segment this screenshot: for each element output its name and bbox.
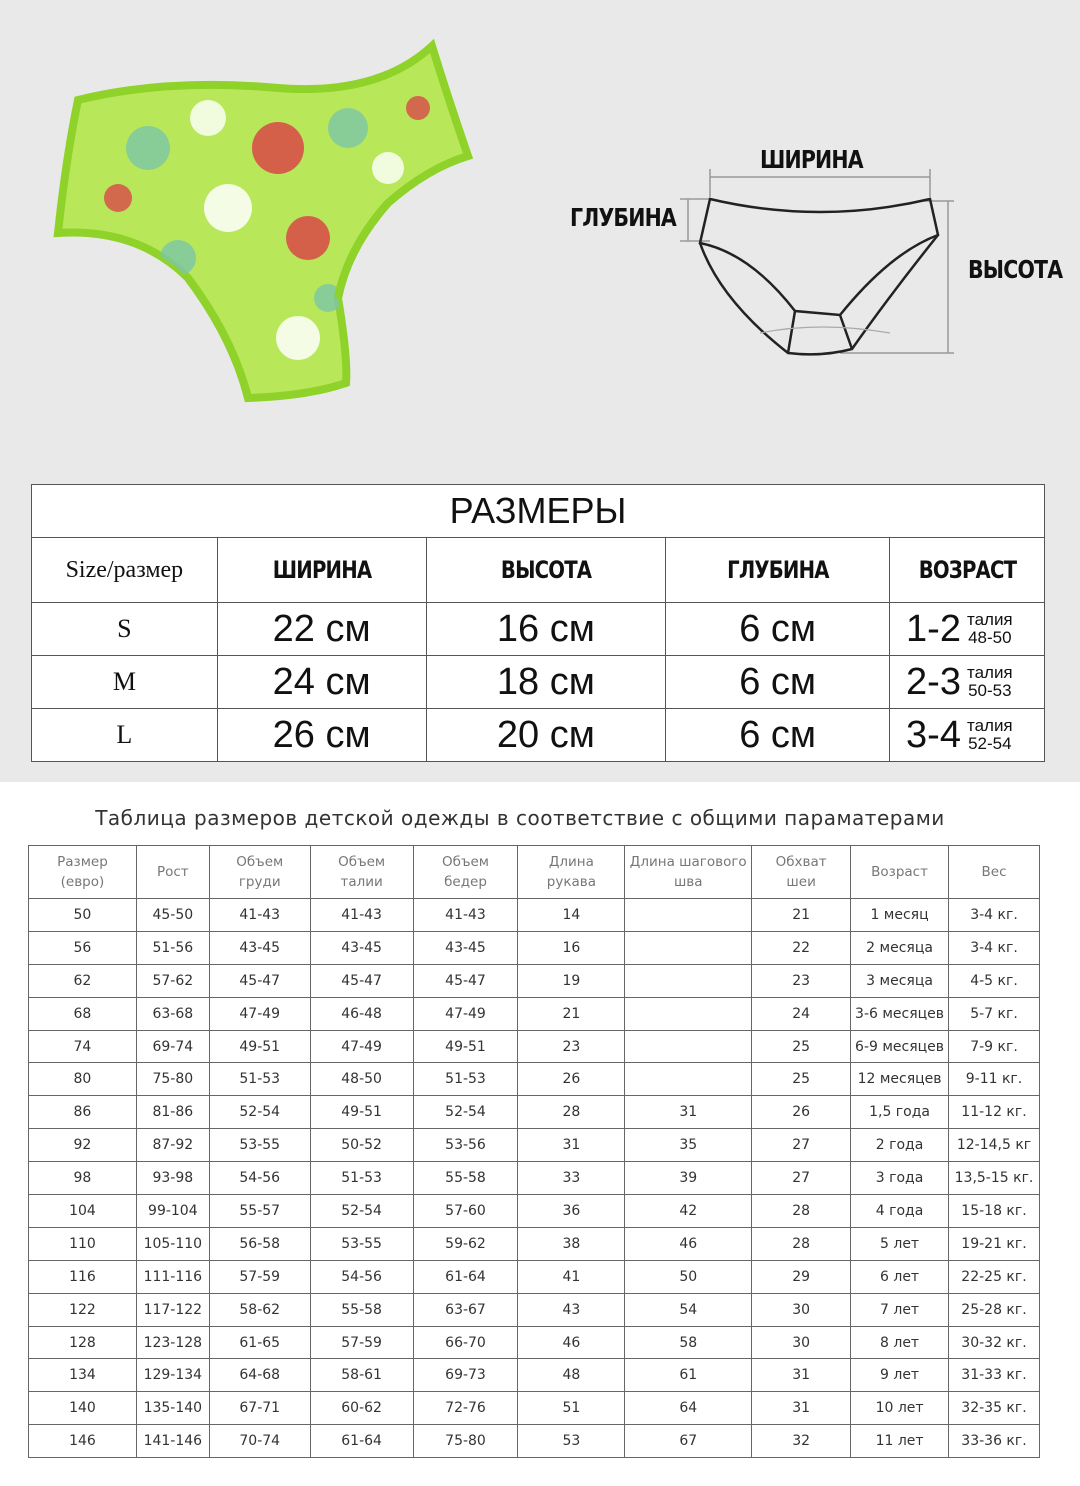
cell-chest: 52-54 [209, 1096, 310, 1129]
cell-waist: 60-62 [310, 1392, 413, 1425]
cell-size-euro: 110 [29, 1227, 137, 1260]
cell-height: 123-128 [136, 1326, 209, 1359]
cell-height: 117-122 [136, 1293, 209, 1326]
header-line: бедер [444, 874, 487, 890]
header-weight [949, 846, 1040, 899]
depth-value: 6 см [666, 656, 890, 709]
age-range: 1-2 [906, 607, 961, 650]
cell-age: 10 лет [851, 1392, 949, 1425]
general-table-title: Таблица размеров детской одежды в соответствие с общими параматерами [95, 806, 945, 830]
header-line: Возраст [871, 864, 928, 880]
header-inseam [625, 846, 752, 899]
size-row [32, 603, 1045, 656]
table-row [29, 964, 1040, 997]
table-row [29, 1326, 1040, 1359]
cell-neck: 25 [752, 1063, 851, 1096]
table-row [29, 1293, 1040, 1326]
cell-age: 6-9 месяцев [851, 1030, 949, 1063]
cell-hips: 69-73 [413, 1359, 518, 1392]
cell-chest: 55-57 [209, 1195, 310, 1228]
cell-height: 99-104 [136, 1195, 209, 1228]
cell-neck: 22 [752, 931, 851, 964]
cell-chest: 70-74 [209, 1425, 310, 1458]
cell-inseam: 61 [625, 1359, 752, 1392]
cell-chest: 64-68 [209, 1359, 310, 1392]
cell-neck: 28 [752, 1227, 851, 1260]
cell-weight: 13,5-15 кг. [949, 1162, 1040, 1195]
cell-hips: 47-49 [413, 997, 518, 1030]
cell-weight: 3-4 кг. [949, 899, 1040, 932]
cell-sleeve-length: 43 [518, 1293, 625, 1326]
age-range: 3-4 [906, 713, 961, 756]
cell-sleeve-length: 26 [518, 1063, 625, 1096]
cell-sleeve-length: 21 [518, 997, 625, 1030]
header-age [851, 846, 949, 899]
cell-age: 5 лет [851, 1227, 949, 1260]
cell-waist: 58-61 [310, 1359, 413, 1392]
header-line: шва [673, 874, 703, 890]
cell-weight: 22-25 кг. [949, 1260, 1040, 1293]
cell-size-euro: 62 [29, 964, 137, 997]
cell-chest: 43-45 [209, 931, 310, 964]
cell-chest: 56-58 [209, 1227, 310, 1260]
table-row [29, 899, 1040, 932]
cell-size-euro: 92 [29, 1129, 137, 1162]
cell-age: 3 года [851, 1162, 949, 1195]
cell-size-euro: 68 [29, 997, 137, 1030]
cell-height: 69-74 [136, 1030, 209, 1063]
width-value: 22 см [217, 603, 426, 656]
cell-size-euro: 140 [29, 1392, 137, 1425]
cell-inseam [625, 899, 752, 932]
cell-inseam: 42 [625, 1195, 752, 1228]
cell-hips: 59-62 [413, 1227, 518, 1260]
cell-hips: 72-76 [413, 1392, 518, 1425]
size-label: S [32, 603, 218, 656]
cell-chest: 41-43 [209, 899, 310, 932]
header-size: Size/размер [32, 538, 218, 603]
cell-height: 87-92 [136, 1129, 209, 1162]
general-table-header [29, 846, 1040, 899]
cell-hips: 49-51 [413, 1030, 518, 1063]
header-line: Длина шагового [629, 854, 747, 870]
cell-inseam: 64 [625, 1392, 752, 1425]
cell-sleeve-length: 36 [518, 1195, 625, 1228]
cell-inseam: 50 [625, 1260, 752, 1293]
cell-height: 111-116 [136, 1260, 209, 1293]
cell-neck: 25 [752, 1030, 851, 1063]
table-row [29, 1359, 1040, 1392]
cell-size-euro: 146 [29, 1425, 137, 1458]
size-table [31, 484, 1045, 762]
header-line: Вес [981, 864, 1007, 880]
cell-waist: 55-58 [310, 1293, 413, 1326]
cell-inseam [625, 997, 752, 1030]
cell-weight: 3-4 кг. [949, 931, 1040, 964]
waist-range: 48-50 [968, 628, 1012, 647]
cell-weight: 30-32 кг. [949, 1326, 1040, 1359]
header-height: ВЫСОТА [426, 538, 666, 603]
cell-size-euro: 104 [29, 1195, 137, 1228]
cell-age: 2 месяца [851, 931, 949, 964]
cell-hips: 51-53 [413, 1063, 518, 1096]
cell-neck: 31 [752, 1359, 851, 1392]
header-hips [413, 846, 518, 899]
header-line: Рост [156, 864, 189, 880]
cell-neck: 31 [752, 1392, 851, 1425]
cell-age: 3 месяца [851, 964, 949, 997]
age-value [890, 603, 1045, 656]
table-row [29, 1260, 1040, 1293]
cell-neck: 21 [752, 899, 851, 932]
cell-height: 81-86 [136, 1096, 209, 1129]
cell-sleeve-length: 14 [518, 899, 625, 932]
cell-waist: 54-56 [310, 1260, 413, 1293]
cell-height: 93-98 [136, 1162, 209, 1195]
cell-size-euro: 134 [29, 1359, 137, 1392]
cell-sleeve-length: 23 [518, 1030, 625, 1063]
product-photo [48, 38, 484, 420]
age-range: 2-3 [906, 660, 961, 703]
size-label: M [32, 656, 218, 709]
cell-hips: 55-58 [413, 1162, 518, 1195]
waist-info [967, 717, 1013, 753]
cell-hips: 75-80 [413, 1425, 518, 1458]
cell-neck: 24 [752, 997, 851, 1030]
header-line: Длина [548, 854, 594, 870]
cell-weight: 32-35 кг. [949, 1392, 1040, 1425]
cell-size-euro: 116 [29, 1260, 137, 1293]
cell-waist: 41-43 [310, 899, 413, 932]
cell-size-euro: 80 [29, 1063, 137, 1096]
header-line: Обхват [775, 854, 827, 870]
header-line: Объем [236, 854, 284, 870]
cell-age: 4 года [851, 1195, 949, 1228]
cell-height: 135-140 [136, 1392, 209, 1425]
cell-neck: 32 [752, 1425, 851, 1458]
cell-inseam: 39 [625, 1162, 752, 1195]
cell-hips: 61-64 [413, 1260, 518, 1293]
depth-value: 6 см [666, 603, 890, 656]
table-row [29, 1392, 1040, 1425]
cell-inseam: 67 [625, 1425, 752, 1458]
cell-size-euro: 122 [29, 1293, 137, 1326]
table-row [29, 1162, 1040, 1195]
cell-inseam [625, 1030, 752, 1063]
header-line: рукава [546, 874, 596, 890]
header-waist [310, 846, 413, 899]
table-row [29, 1063, 1040, 1096]
cell-age: 3-6 месяцев [851, 997, 949, 1030]
cell-sleeve-length: 28 [518, 1096, 625, 1129]
cell-waist: 46-48 [310, 997, 413, 1030]
header-line: Размер [57, 854, 108, 870]
cell-inseam: 35 [625, 1129, 752, 1162]
cell-chest: 58-62 [209, 1293, 310, 1326]
header-age: ВОЗРАСТ [890, 538, 1045, 603]
cell-neck: 27 [752, 1129, 851, 1162]
cell-weight: 12-14,5 кг [949, 1129, 1040, 1162]
cell-size-euro: 50 [29, 899, 137, 932]
waist-range: 50-53 [968, 681, 1012, 700]
header-line: Объем [338, 854, 386, 870]
waist-label: талия [966, 610, 1013, 629]
height-value: 18 см [426, 656, 666, 709]
height-value: 16 см [426, 603, 666, 656]
cell-inseam [625, 931, 752, 964]
cell-chest: 57-59 [209, 1260, 310, 1293]
height-label: ВЫСОТА [968, 255, 1063, 284]
cell-neck: 28 [752, 1195, 851, 1228]
header-line: талии [340, 874, 383, 890]
cell-inseam [625, 1063, 752, 1096]
cell-hips: 53-56 [413, 1129, 518, 1162]
cell-age: 2 года [851, 1129, 949, 1162]
cell-sleeve-length: 46 [518, 1326, 625, 1359]
cell-waist: 43-45 [310, 931, 413, 964]
cell-waist: 53-55 [310, 1227, 413, 1260]
table-row [29, 1030, 1040, 1063]
cell-weight: 5-7 кг. [949, 997, 1040, 1030]
cell-weight: 25-28 кг. [949, 1293, 1040, 1326]
cell-weight: 9-11 кг. [949, 1063, 1040, 1096]
cell-waist: 51-53 [310, 1162, 413, 1195]
cell-sleeve-length: 16 [518, 931, 625, 964]
table-row [29, 931, 1040, 964]
cell-weight: 15-18 кг. [949, 1195, 1040, 1228]
header-depth: ГЛУБИНА [666, 538, 890, 603]
cell-hips: 45-47 [413, 964, 518, 997]
cell-weight: 33-36 кг. [949, 1425, 1040, 1458]
cell-age: 12 месяцев [851, 1063, 949, 1096]
cell-weight: 31-33 кг. [949, 1359, 1040, 1392]
table-row [29, 1425, 1040, 1458]
cell-waist: 45-47 [310, 964, 413, 997]
cell-waist: 57-59 [310, 1326, 413, 1359]
cell-waist: 50-52 [310, 1129, 413, 1162]
cell-height: 63-68 [136, 997, 209, 1030]
cell-age: 8 лет [851, 1326, 949, 1359]
cell-sleeve-length: 41 [518, 1260, 625, 1293]
cell-chest: 61-65 [209, 1326, 310, 1359]
age-value [890, 709, 1045, 762]
waist-range: 52-54 [968, 734, 1012, 753]
cell-sleeve-length: 48 [518, 1359, 625, 1392]
cell-sleeve-length: 19 [518, 964, 625, 997]
waist-info [967, 611, 1013, 647]
header-size-euro [29, 846, 137, 899]
general-table-body [29, 899, 1040, 1458]
cell-height: 105-110 [136, 1227, 209, 1260]
cell-chest: 54-56 [209, 1162, 310, 1195]
cell-weight: 11-12 кг. [949, 1096, 1040, 1129]
cell-waist: 48-50 [310, 1063, 413, 1096]
cell-height: 57-62 [136, 964, 209, 997]
header-line: (евро) [60, 874, 105, 890]
depth-value: 6 см [666, 709, 890, 762]
cell-hips: 66-70 [413, 1326, 518, 1359]
waist-label: талия [966, 663, 1013, 682]
waist-label: талия [966, 716, 1013, 735]
cell-hips: 57-60 [413, 1195, 518, 1228]
table-row [29, 997, 1040, 1030]
general-size-table [28, 845, 1040, 1458]
size-table-title: РАЗМЕРЫ [32, 485, 1045, 538]
cell-height: 51-56 [136, 931, 209, 964]
cell-weight: 7-9 кг. [949, 1030, 1040, 1063]
cell-age: 6 лет [851, 1260, 949, 1293]
cell-sleeve-length: 31 [518, 1129, 625, 1162]
cell-chest: 45-47 [209, 964, 310, 997]
cell-sleeve-length: 51 [518, 1392, 625, 1425]
cell-waist: 52-54 [310, 1195, 413, 1228]
table-row [29, 1129, 1040, 1162]
cell-neck: 26 [752, 1096, 851, 1129]
cell-inseam: 46 [625, 1227, 752, 1260]
cell-size-euro: 86 [29, 1096, 137, 1129]
cell-waist: 47-49 [310, 1030, 413, 1063]
header-line: груди [238, 874, 281, 890]
table-row [29, 1096, 1040, 1129]
width-label: ШИРИНА [760, 145, 863, 174]
cell-hips: 43-45 [413, 931, 518, 964]
cell-height: 75-80 [136, 1063, 209, 1096]
cell-age: 11 лет [851, 1425, 949, 1458]
waist-info [967, 664, 1013, 700]
cell-waist: 61-64 [310, 1425, 413, 1458]
cell-sleeve-length: 53 [518, 1425, 625, 1458]
cell-age: 9 лет [851, 1359, 949, 1392]
header-width: ШИРИНА [217, 538, 426, 603]
cell-neck: 23 [752, 964, 851, 997]
cell-inseam [625, 964, 752, 997]
cell-inseam: 31 [625, 1096, 752, 1129]
cell-inseam: 58 [625, 1326, 752, 1359]
cell-hips: 41-43 [413, 899, 518, 932]
width-value: 26 см [217, 709, 426, 762]
cell-neck: 30 [752, 1293, 851, 1326]
cell-height: 129-134 [136, 1359, 209, 1392]
cell-hips: 52-54 [413, 1096, 518, 1129]
cell-chest: 49-51 [209, 1030, 310, 1063]
cell-sleeve-length: 38 [518, 1227, 625, 1260]
header-neck [752, 846, 851, 899]
cell-chest: 53-55 [209, 1129, 310, 1162]
table-row [29, 1227, 1040, 1260]
table-row [29, 1195, 1040, 1228]
cell-hips: 63-67 [413, 1293, 518, 1326]
cell-size-euro: 128 [29, 1326, 137, 1359]
cell-chest: 47-49 [209, 997, 310, 1030]
cell-neck: 30 [752, 1326, 851, 1359]
cell-neck: 29 [752, 1260, 851, 1293]
size-row [32, 656, 1045, 709]
cell-chest: 67-71 [209, 1392, 310, 1425]
header-height [136, 846, 209, 899]
header-sleeve-length [518, 846, 625, 899]
measurement-diagram [560, 135, 1080, 365]
cell-chest: 51-53 [209, 1063, 310, 1096]
cell-sleeve-length: 33 [518, 1162, 625, 1195]
size-row [32, 709, 1045, 762]
cell-height: 141-146 [136, 1425, 209, 1458]
cell-size-euro: 56 [29, 931, 137, 964]
cell-inseam: 54 [625, 1293, 752, 1326]
header-line: шеи [786, 874, 816, 890]
cell-age: 1,5 года [851, 1096, 949, 1129]
cell-waist: 49-51 [310, 1096, 413, 1129]
depth-label: ГЛУБИНА [570, 203, 676, 232]
age-value [890, 656, 1045, 709]
header-chest [209, 846, 310, 899]
cell-weight: 4-5 кг. [949, 964, 1040, 997]
cell-neck: 27 [752, 1162, 851, 1195]
cell-weight: 19-21 кг. [949, 1227, 1040, 1260]
height-value: 20 см [426, 709, 666, 762]
size-label: L [32, 709, 218, 762]
width-value: 24 см [217, 656, 426, 709]
cell-size-euro: 98 [29, 1162, 137, 1195]
header-line: Объем [442, 854, 489, 870]
cell-size-euro: 74 [29, 1030, 137, 1063]
cell-age: 1 месяц [851, 899, 949, 932]
cell-age: 7 лет [851, 1293, 949, 1326]
cell-height: 45-50 [136, 899, 209, 932]
